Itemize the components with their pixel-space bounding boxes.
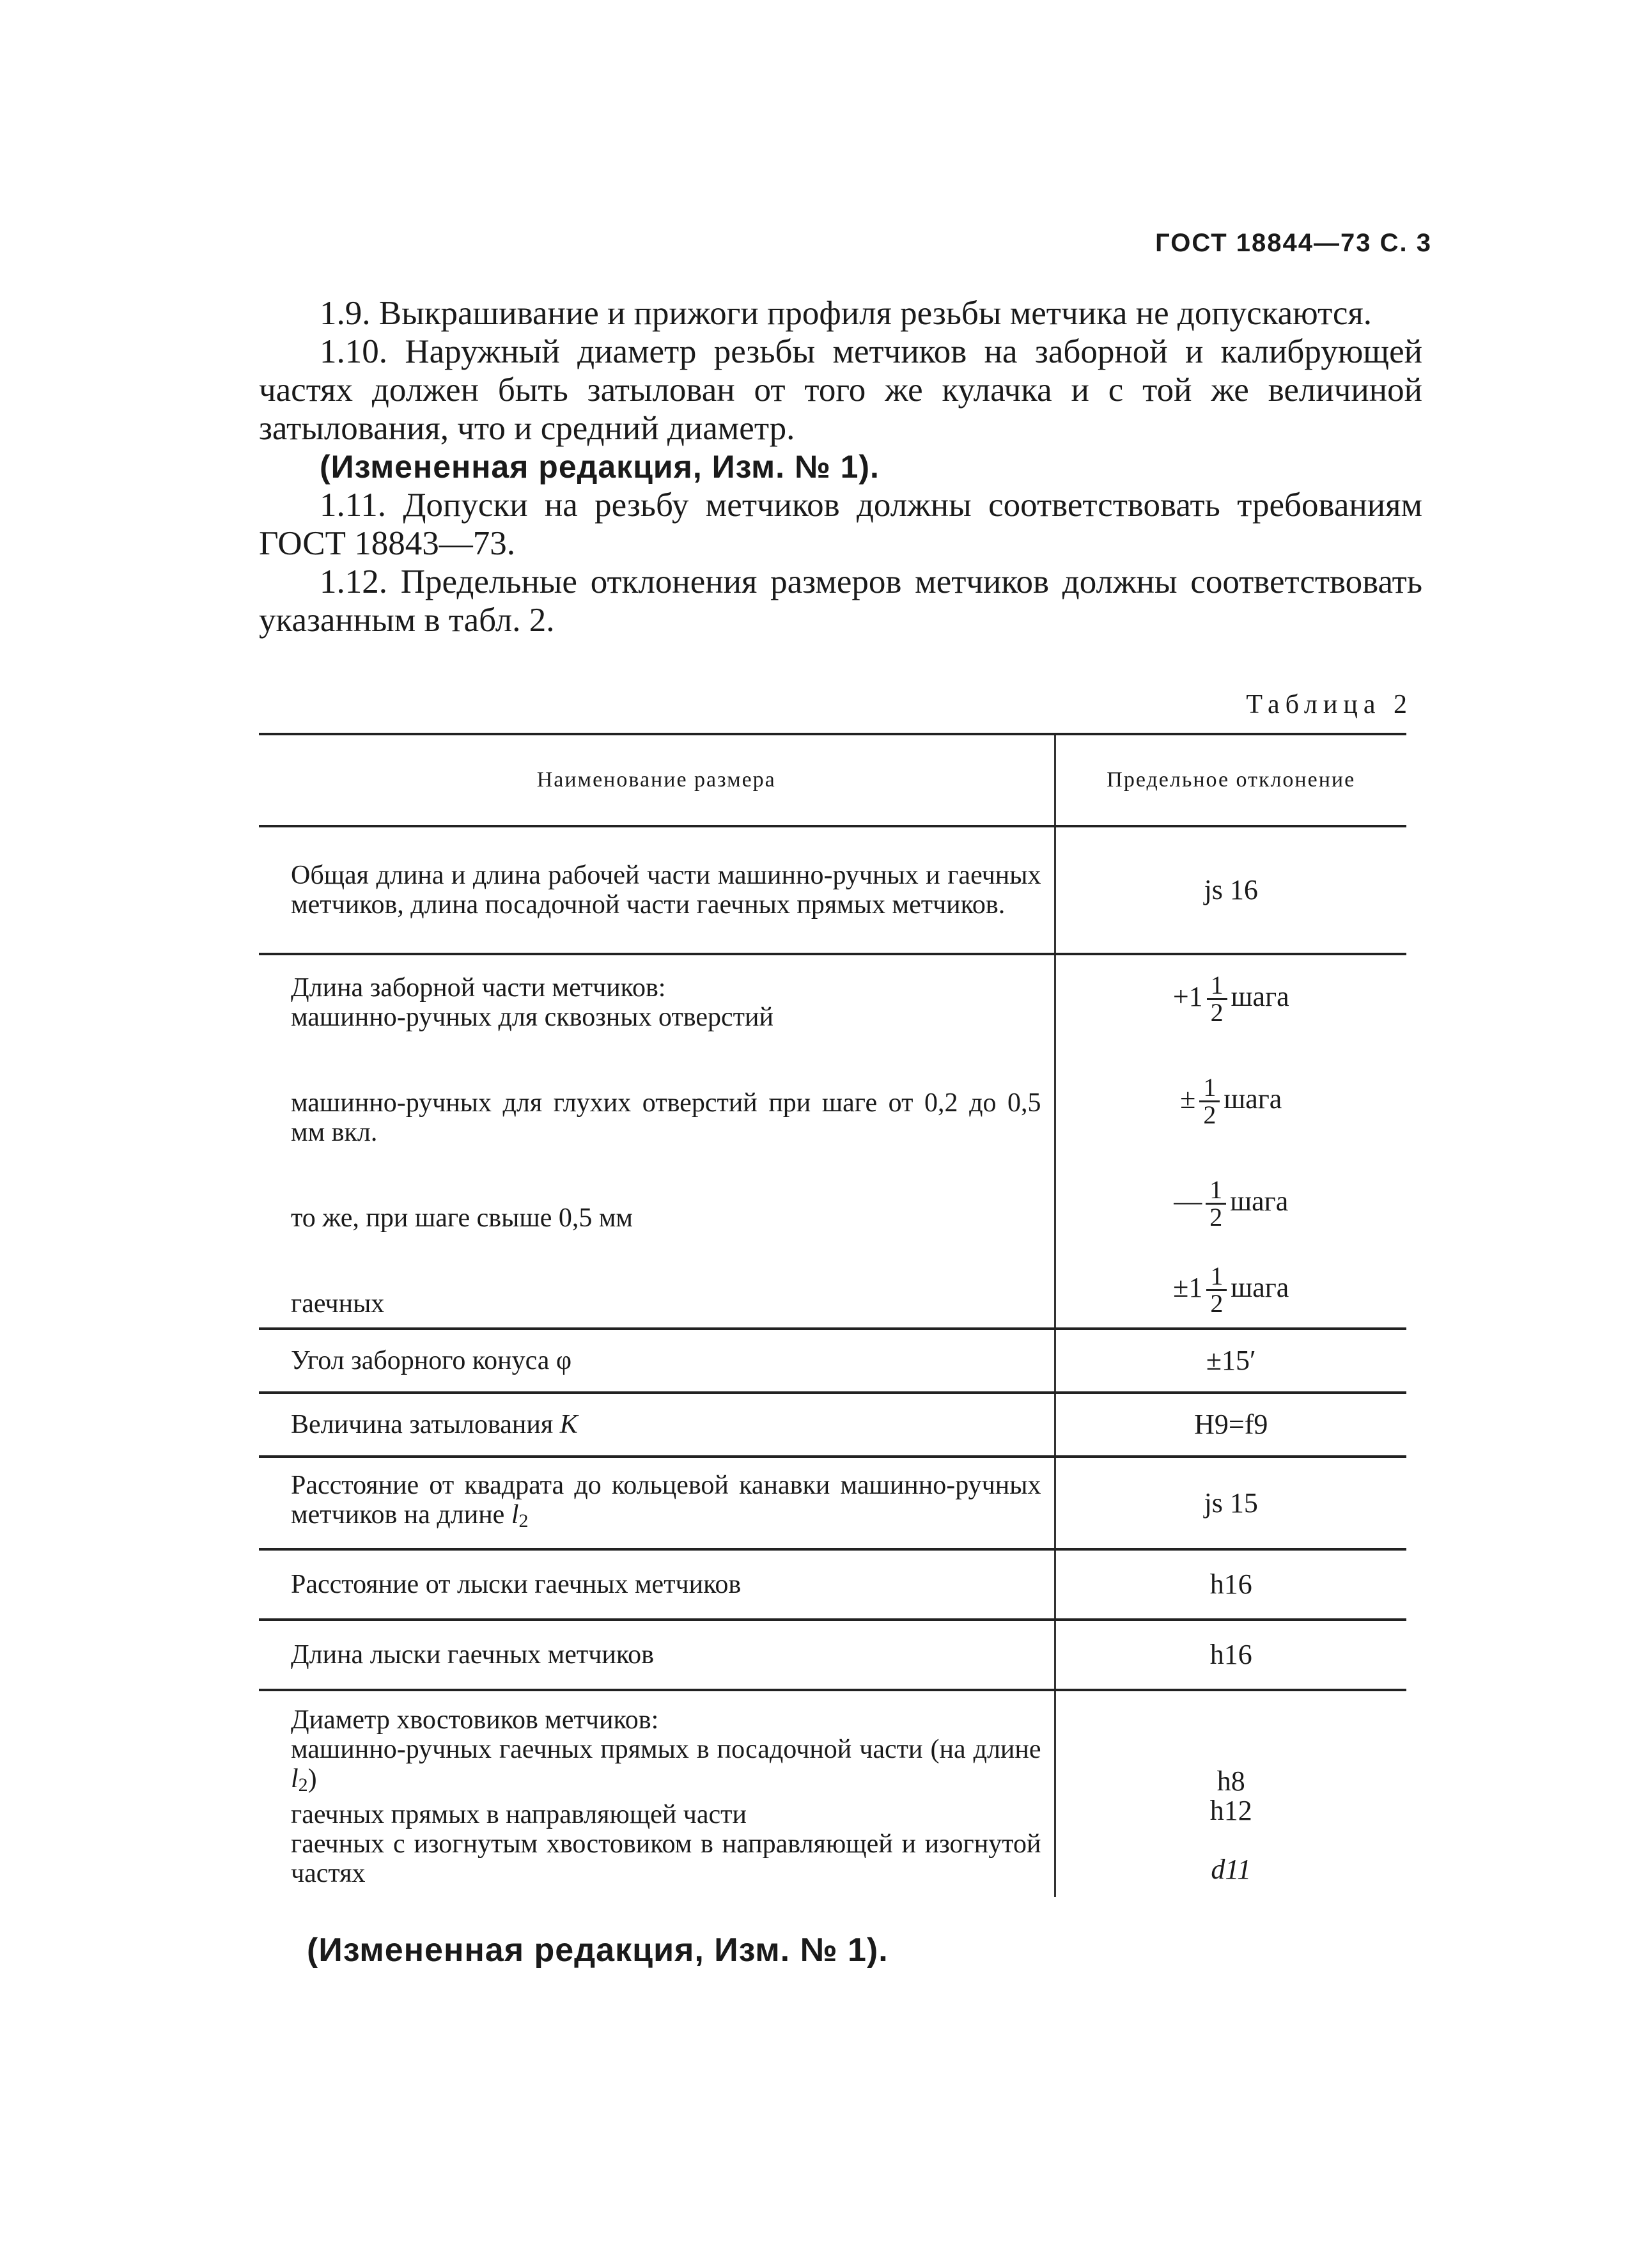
table-row <box>259 1690 1406 1897</box>
amendment-note-2: (Измененная редакция, Изм. № 1). <box>307 1932 889 1969</box>
row-sub-a-text: машинно-ручных гаечных прямых в посадочной части (на длине <box>291 1735 1041 1764</box>
fraction-denominator: 2 <box>1210 1289 1224 1318</box>
row-value: ±15′ <box>1055 1329 1406 1393</box>
table-header-row <box>259 734 1406 826</box>
tolerance-a <box>1069 968 1394 1026</box>
fraction-numerator: 1 <box>1206 1263 1227 1291</box>
row-sub-b: машинно-ручных для глухих отверстий при шаге от 0,2 до 0,5 мм вкл. <box>291 1088 1041 1147</box>
header-name: Наименование размера <box>259 734 1055 826</box>
row-name: Расстояние от лыски гаечных метчиков <box>259 1549 1055 1620</box>
row-name <box>259 954 1055 1329</box>
fraction <box>1206 1177 1226 1230</box>
tolerance-b <box>1069 1070 1394 1128</box>
row-sub-a: машинно-ручных для сквозных отверстий <box>291 1003 773 1032</box>
row-symbol: l <box>511 1499 519 1529</box>
fraction-numerator: 1 <box>1199 1075 1220 1102</box>
row-name: Общая длина и длина рабочей части машинно-ручных и гаечных метчиков, длина посадочной части гаечных прямых метчиков. <box>259 826 1055 954</box>
spacer <box>291 1032 1041 1088</box>
spacer <box>291 1233 1041 1289</box>
spacer <box>1069 1026 1394 1070</box>
row-name <box>259 1393 1055 1457</box>
row-close-paren: ) <box>307 1764 317 1794</box>
header-deviation: Предельное отклонение <box>1055 734 1406 826</box>
table-row <box>259 1549 1406 1620</box>
paragraph-1-12: 1.12. Предельные отклонения размеров метчиков должны соответствовать указанным в табл. 2. <box>259 563 1422 639</box>
row-value: h16 <box>1055 1549 1406 1620</box>
paragraph-1-10: 1.10. Наружный диаметр резьбы метчиков на заборной и калибрующей частях должен быть затылован от того же кулачка и с той же величиной затылования, что и средний диаметр. <box>259 333 1422 447</box>
spacer <box>1069 1230 1394 1259</box>
row-value: js 15 <box>1055 1457 1406 1549</box>
table-title: Таблица 2 <box>1246 690 1413 719</box>
row-intro: Диаметр хвостовиков метчиков: <box>291 1705 659 1735</box>
tolerance-sign: ± <box>1180 1083 1196 1114</box>
tolerance-sign: — <box>1174 1185 1202 1217</box>
row-sub-c: гаечных с изогнутым хвостовиком в направляющей и изогнутой частях <box>291 1829 1041 1888</box>
row-value: H9=f9 <box>1055 1393 1406 1457</box>
tolerance-unit: шага <box>1231 981 1289 1012</box>
row-symbol: K <box>559 1410 578 1439</box>
fraction <box>1207 973 1227 1026</box>
row-sub-d: гаечных <box>291 1289 385 1318</box>
row-name <box>259 1690 1055 1897</box>
value-a: h8 <box>1216 1765 1245 1797</box>
row-name-text: Величина затылования <box>291 1410 554 1439</box>
deviation-table <box>259 733 1406 1897</box>
row-value: js 16 <box>1055 826 1406 954</box>
tolerance-unit: шага <box>1224 1083 1282 1114</box>
spacer <box>291 1147 1041 1203</box>
row-value <box>1055 954 1406 1329</box>
table-row <box>259 954 1406 1329</box>
tolerance-d <box>1069 1259 1394 1317</box>
row-sub-a <box>291 1735 1041 1800</box>
value-b: h12 <box>1209 1795 1252 1826</box>
table-row <box>259 1329 1406 1393</box>
table-row <box>259 1457 1406 1549</box>
fraction-denominator: 2 <box>1203 1100 1216 1130</box>
body-text <box>259 294 1422 639</box>
row-value <box>1055 1690 1406 1897</box>
value-c: d11 <box>1211 1854 1252 1885</box>
tolerance-sign: ±1 <box>1173 1272 1203 1303</box>
row-intro: Длина заборной части метчиков: <box>291 973 666 1003</box>
table-row <box>259 1620 1406 1690</box>
row-sub-b: гаечных прямых в направляющей части <box>291 1800 747 1829</box>
fraction-numerator: 1 <box>1206 1177 1226 1205</box>
paragraph-1-9: 1.9. Выкрашивание и прижоги профиля резьбы метчика не допускаются. <box>320 295 1372 332</box>
paragraph-1-11: 1.11. Допуски на резьбу метчиков должны соответствовать требованиям ГОСТ 18843—73. <box>259 487 1422 562</box>
row-value: h16 <box>1055 1620 1406 1690</box>
row-name <box>259 1457 1055 1549</box>
fraction-numerator: 1 <box>1207 973 1227 1000</box>
fraction-denominator: 2 <box>1210 998 1224 1028</box>
row-name: Угол заборного конуса φ <box>259 1329 1055 1393</box>
row-name: Длина лыски гаечных метчиков <box>259 1620 1055 1690</box>
table-row <box>259 826 1406 954</box>
tolerance-c <box>1069 1173 1394 1230</box>
row-symbol: l <box>291 1764 299 1794</box>
spacer <box>1069 1128 1394 1173</box>
row-symbol-subscript: 2 <box>298 1774 308 1795</box>
tolerance-sign: +1 <box>1172 981 1203 1012</box>
tolerance-unit: шага <box>1230 1185 1289 1217</box>
row-symbol-subscript: 2 <box>518 1510 529 1531</box>
fraction <box>1199 1075 1220 1128</box>
document-header: ГОСТ 18844—73 С. 3 <box>1155 229 1432 257</box>
table-row <box>259 1393 1406 1457</box>
fraction-denominator: 2 <box>1209 1203 1223 1232</box>
row-sub-c: то же, при шаге свыше 0,5 мм <box>291 1203 633 1233</box>
amendment-note-1: (Измененная редакция, Изм. № 1). <box>320 449 880 485</box>
fraction <box>1206 1263 1227 1317</box>
tolerance-unit: шага <box>1231 1272 1289 1303</box>
row-name-text: Расстояние от квадрата до кольцевой канавки машинно-ручных метчиков на длине <box>291 1470 1041 1529</box>
